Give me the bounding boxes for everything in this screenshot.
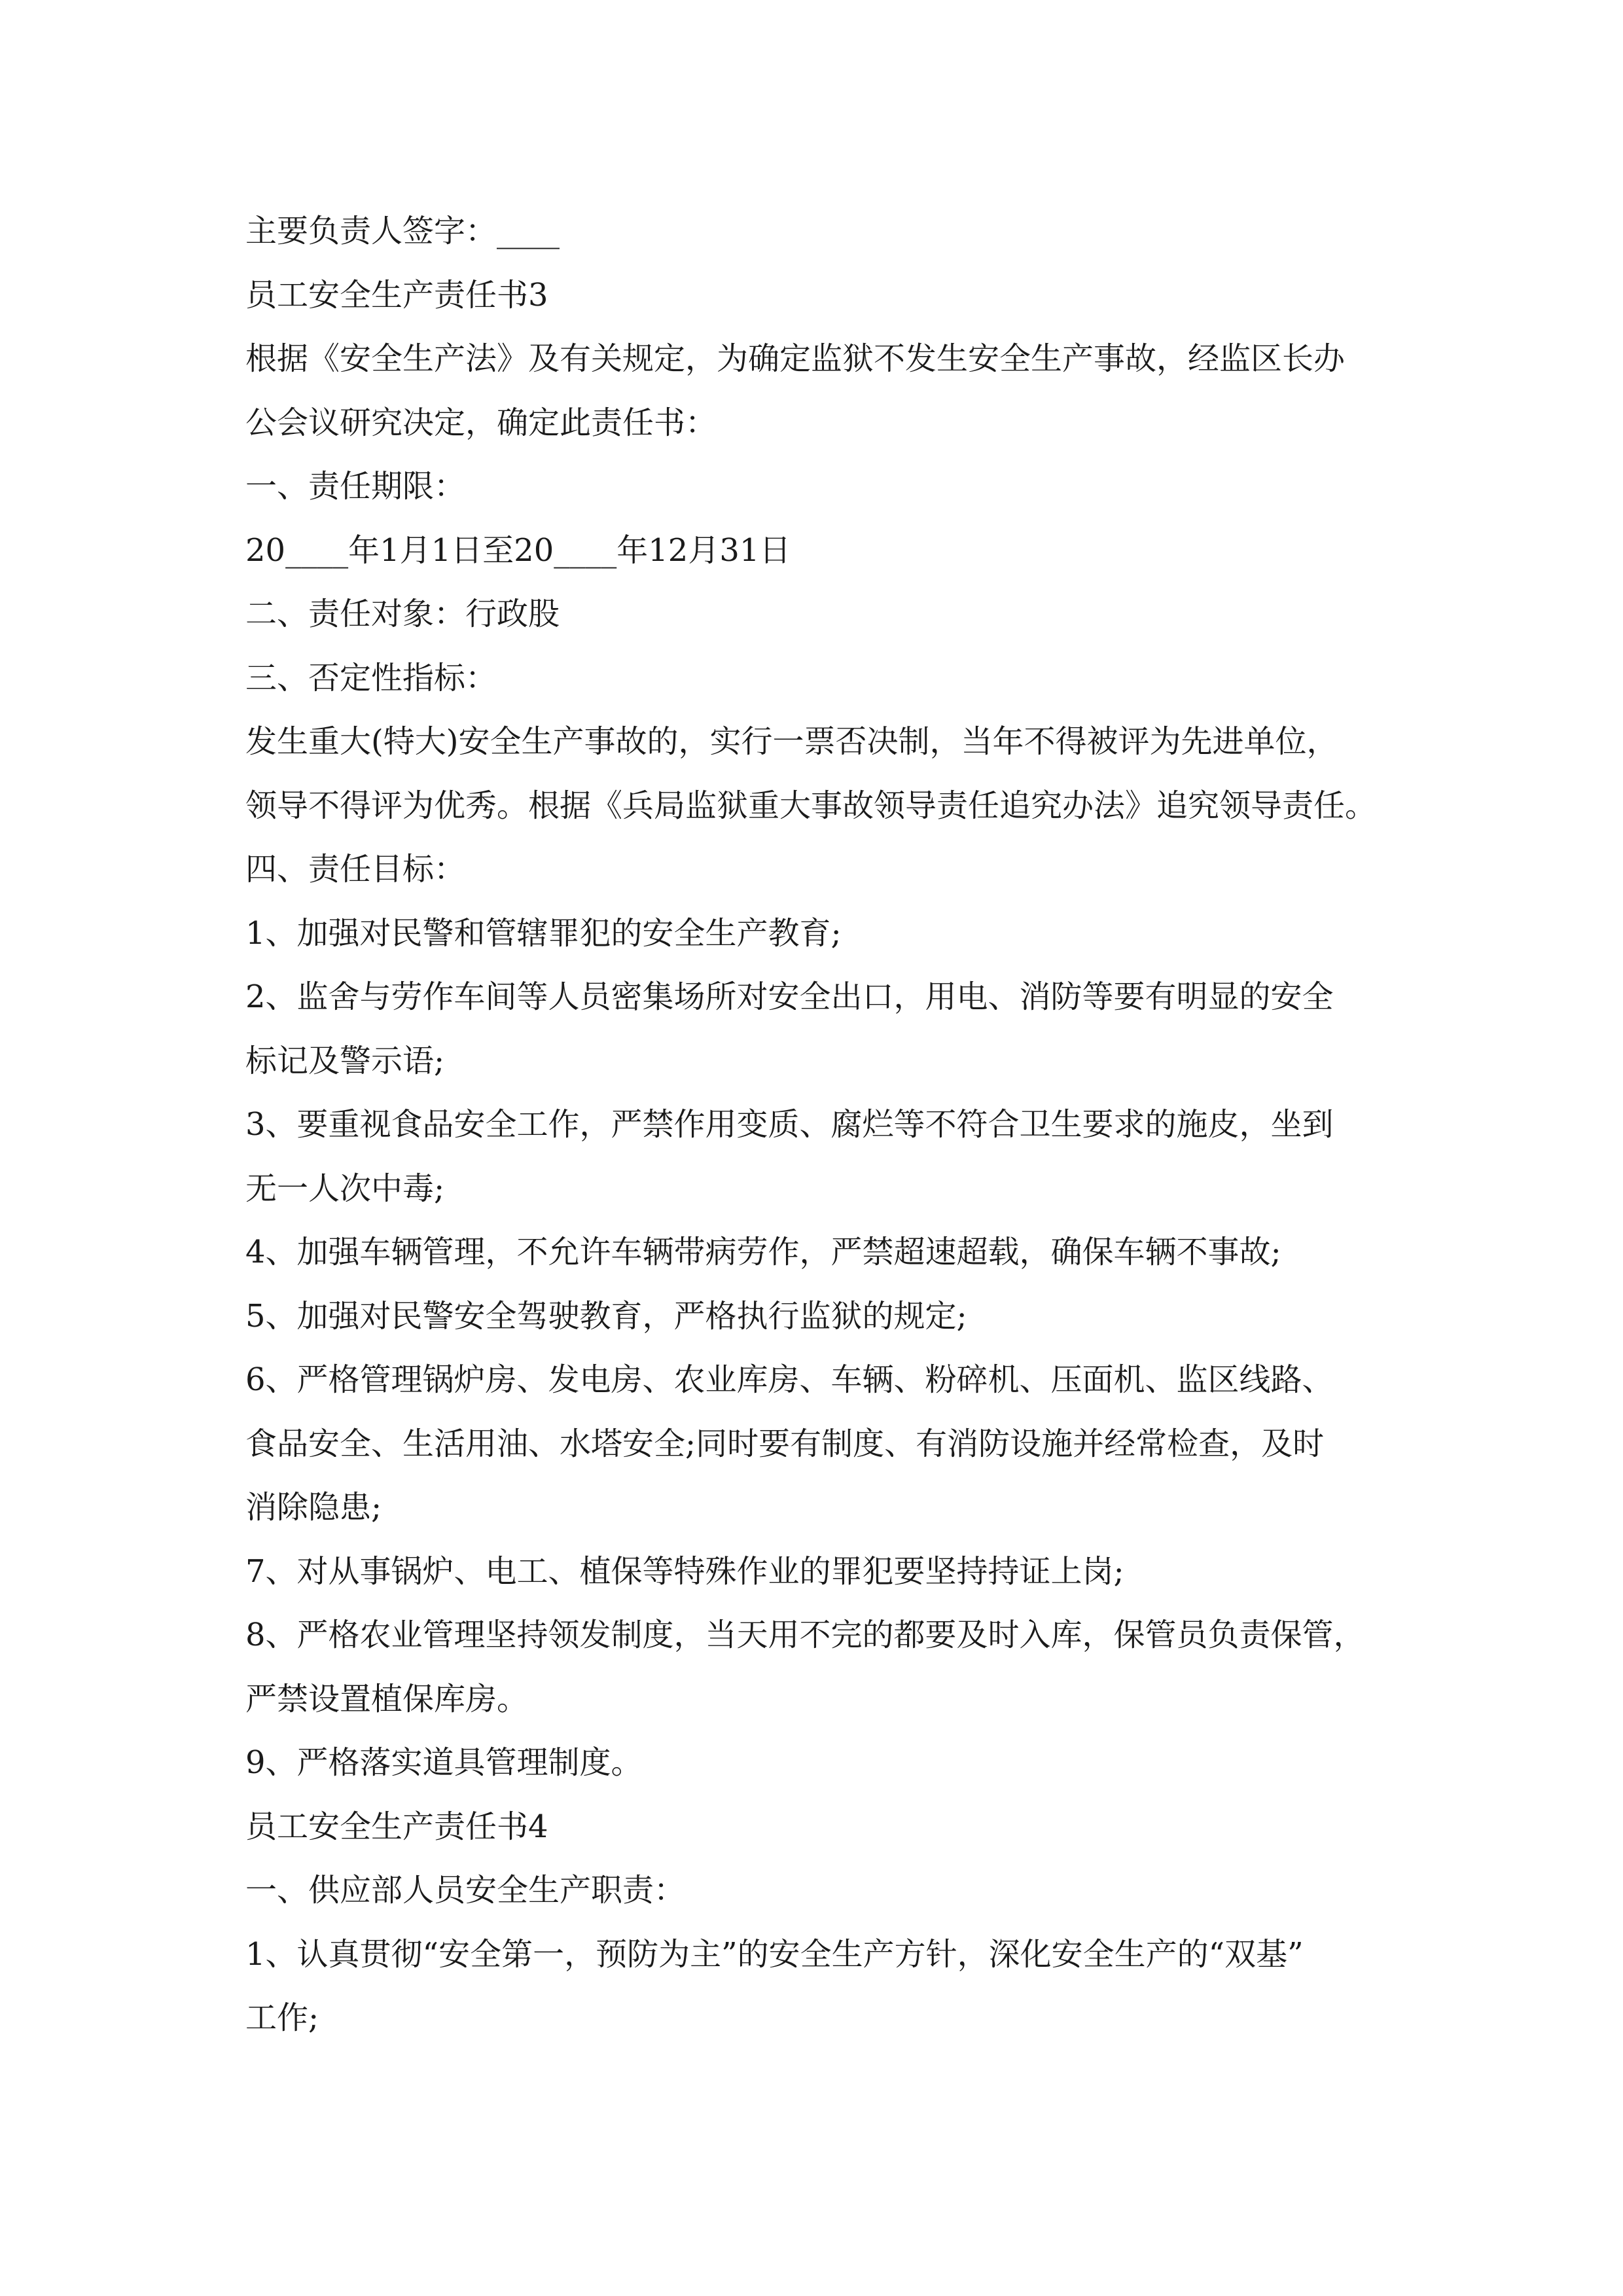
list-item: 7、对从事锅炉、电工、植保等特殊作业的罪犯要坚持持证上岗;	[245, 1552, 1124, 1590]
list-item-continuation: 严禁设置植保库房。	[245, 1680, 529, 1717]
section-heading-3: 员工安全生产责任书3	[245, 276, 548, 314]
list-item: 8、严格农业管理坚持领发制度，当天用不完的都要及时入库，保管员负责保管，	[245, 1617, 1365, 1653]
paragraph-line: 领导不得评为优秀。根据《兵局监狱重大事故领导责任追究办法》追究领导责任。	[245, 787, 1377, 824]
list-item-continuation: 无一人次中毒;	[245, 1170, 445, 1207]
item-heading: 三、否定性指标：	[245, 659, 497, 696]
list-item-continuation: 标记及警示语;	[245, 1042, 445, 1079]
signature-line: 主要负责人签字：____	[245, 213, 560, 249]
list-item: 5、加强对民警安全驾驶教育，严格执行监狱的规定;	[245, 1297, 967, 1335]
list-item-continuation: 工作;	[245, 2000, 319, 2036]
list-item: 1、加强对民警和管辖罪犯的安全生产教育;	[245, 914, 842, 952]
item-heading: 四、责任目标：	[245, 851, 466, 888]
section-heading-4: 员工安全生产责任书4	[245, 1808, 548, 1845]
list-item: 4、加强车辆管理，不允许车辆带病劳作，严禁超速超载，确保车辆不事故;	[245, 1234, 1281, 1270]
item-heading: 一、供应部人员安全生产职责：	[245, 1872, 686, 1909]
item-heading: 二、责任对象：行政股	[245, 596, 560, 632]
list-item: 2、监舍与劳作车间等人员密集场所对安全出口，用电、消防等要有明显的安全	[245, 978, 1334, 1015]
list-item: 6、严格管理锅炉房、发电房、农业库房、车辆、粉碎机、压面机、监区线路、	[245, 1361, 1334, 1398]
list-item-continuation: 消除隐患;	[245, 1489, 382, 1526]
paragraph-line: 根据《安全生产法》及有关规定，为确定监狱不发生安全生产事故，经监区长办	[245, 340, 1346, 377]
date-range-line: 20____年1月1日至20____年12月31日	[245, 531, 791, 569]
document-body	[245, 200, 1387, 2051]
item-heading: 一、责任期限：	[245, 468, 466, 505]
paragraph-line: 发生重大(特大)安全生产事故的，实行一票否决制，当年不得被评为先进单位，	[245, 723, 1338, 760]
list-item: 3、要重视食品安全工作，严禁作用变质、腐烂等不符合卫生要求的施皮，坐到	[245, 1106, 1334, 1143]
list-item: 9、严格落实道具管理制度。	[245, 1744, 643, 1781]
list-item: 1、认真贯彻“安全第一，预防为主”的安全生产方针，深化安全生产的“双基”	[245, 1935, 1304, 1973]
list-item-continuation: 食品安全、生活用油、水塔安全;同时要有制度、有消防设施并经常检查，及时	[245, 1425, 1325, 1462]
paragraph-line: 公会议研究决定，确定此责任书：	[245, 404, 717, 441]
